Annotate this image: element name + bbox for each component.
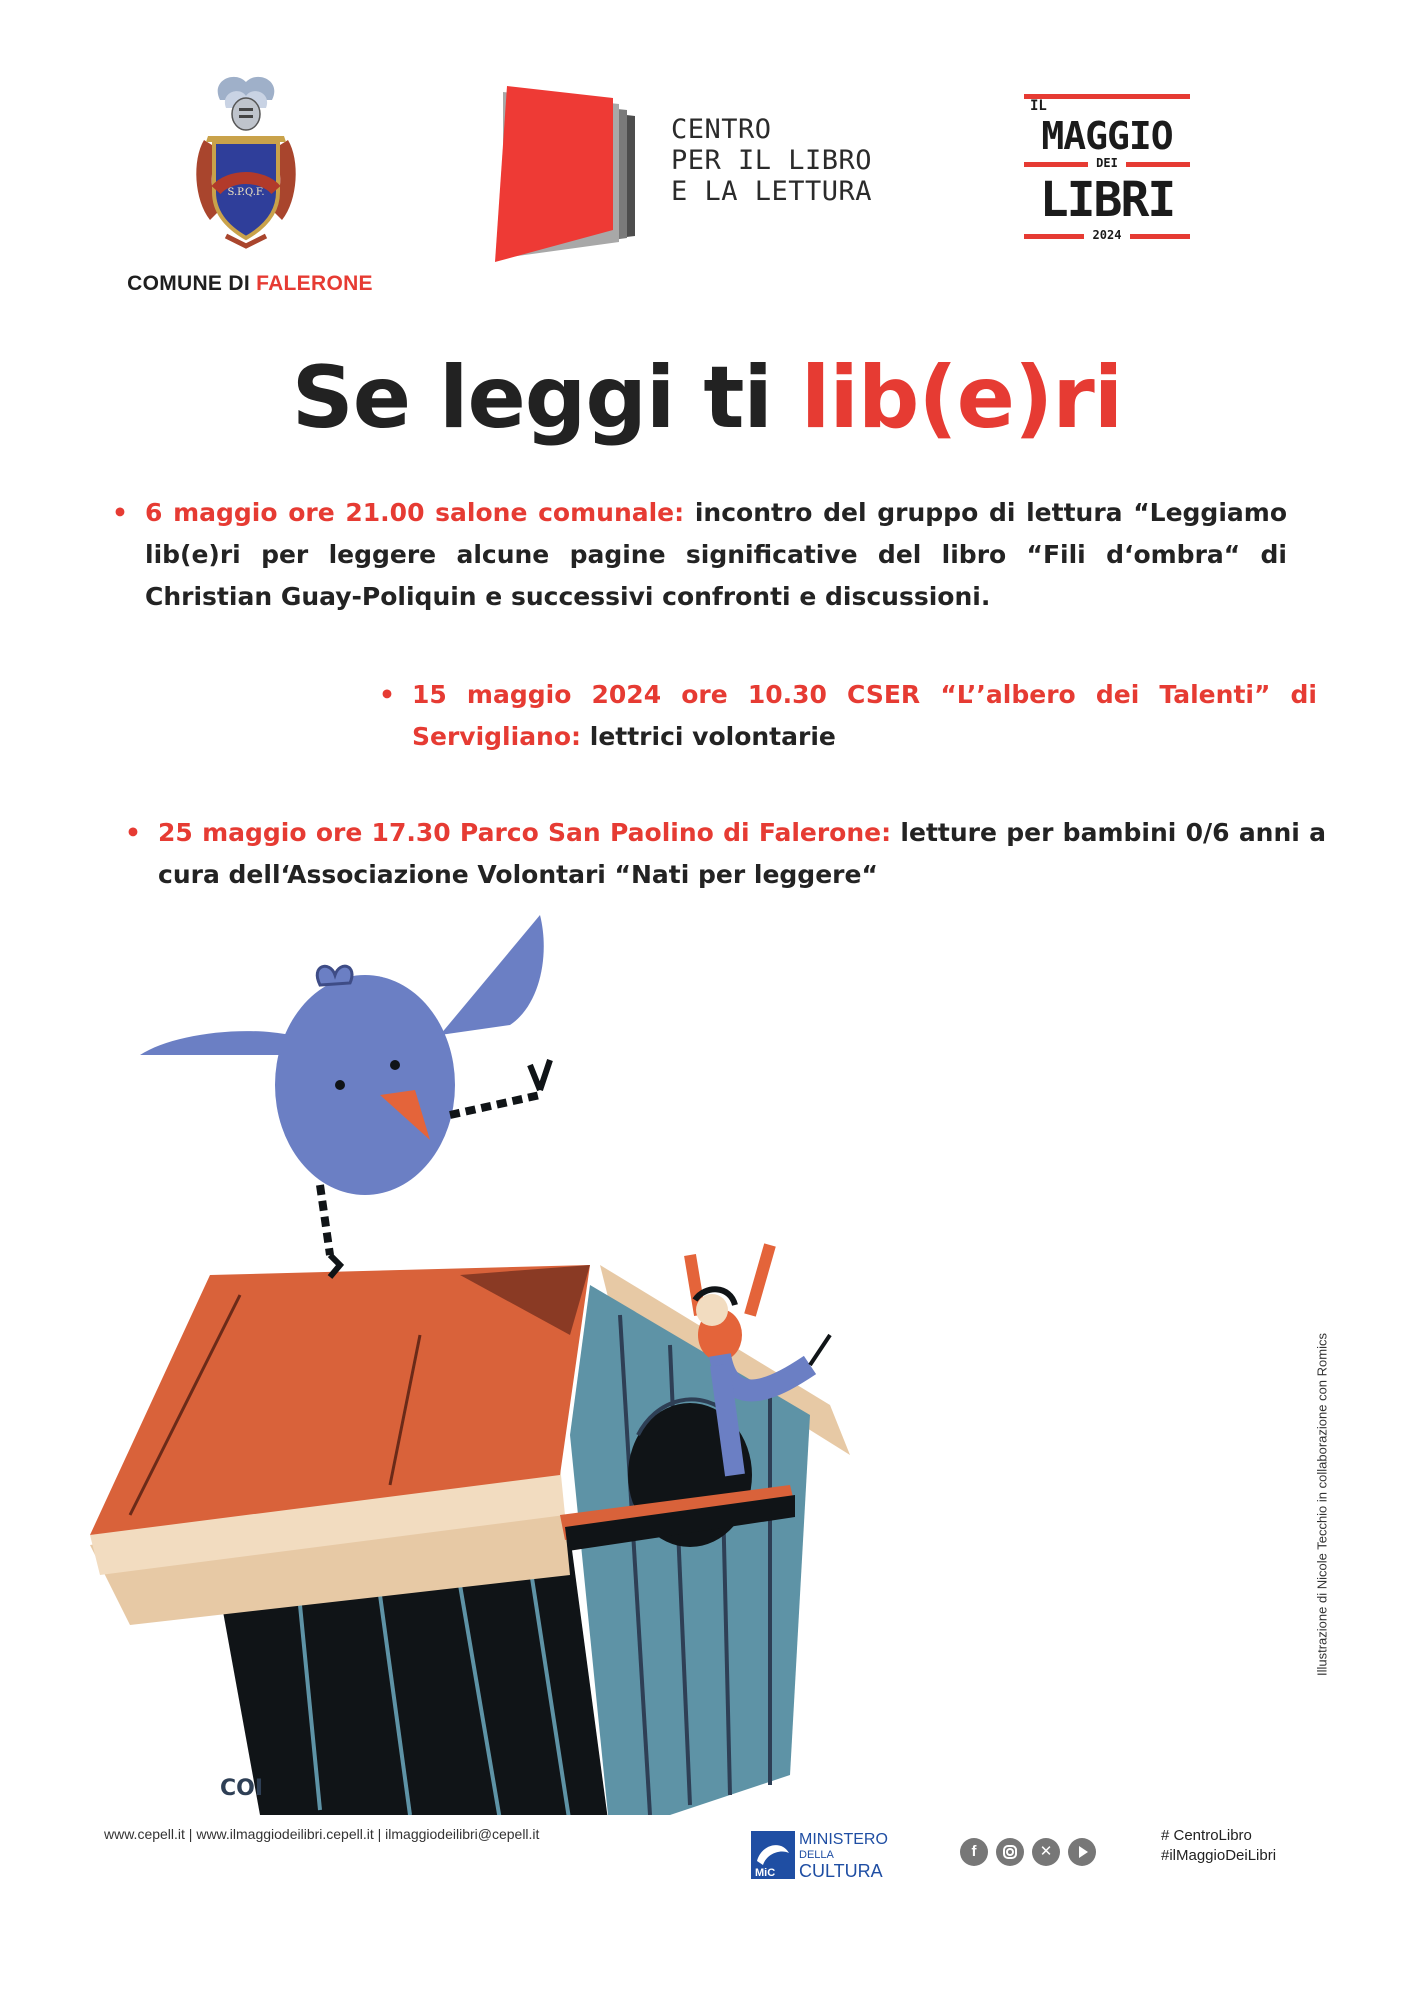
comune-town: FALERONE [256, 272, 373, 295]
x-icon[interactable]: ✕ [1032, 1838, 1060, 1866]
ministry-line: CULTURA [799, 1861, 883, 1881]
birdhouse-illustration [90, 915, 1050, 1815]
footer-links[interactable]: www.cepell.it | www.ilmaggiodeilibri.cepell.it | ilmaggiodeilibri@cepell.it [104, 1826, 540, 1842]
ministry-logo [751, 1831, 911, 1881]
logo-libri: LIBRI [1039, 172, 1175, 228]
comune-logo [100, 70, 400, 310]
book-pages-icon [495, 86, 645, 262]
illustration-credit [1310, 1285, 1334, 1735]
title-main: Se leggi ti [291, 348, 772, 448]
artist-signature: COI [220, 1776, 264, 1801]
bullet-icon: • [125, 818, 141, 847]
cepell-line: E LA LETTURA [671, 176, 873, 207]
logo-il: IL [1030, 98, 1047, 114]
logo-year: 2024 [1092, 228, 1122, 242]
maggio-dei-libri-logo [1024, 94, 1190, 248]
event-item [125, 812, 1327, 896]
svg-text:S.P.Q.F.: S.P.Q.F. [227, 187, 265, 198]
cepell-wordmark [671, 114, 872, 207]
event-text: letture per bambini 0/6 anni a cura dell‘Associazione Volontari “Nati per leggere“ [158, 818, 1327, 889]
coat-of-arms-icon [190, 70, 302, 250]
youtube-icon[interactable] [1068, 1838, 1096, 1866]
logo-dei: DEI [1096, 156, 1118, 170]
cepell-line: PER IL LIBRO [671, 145, 873, 176]
page-title [0, 348, 1414, 448]
event-text: lettrici volontarie [589, 722, 836, 751]
event-lead: 15 maggio 2024 ore 10.30 CSER “L’’albero dei Talenti” di Servigliano: [412, 680, 1317, 751]
event-lead: 25 maggio ore 17.30 Parco San Paolino di Falerone: [158, 818, 892, 847]
cepell-logo [495, 86, 945, 262]
bullet-icon: • [112, 498, 128, 527]
event-item [379, 674, 1317, 758]
cepell-line: CENTRO [671, 114, 772, 145]
svg-text:MiC: MiC [755, 1867, 776, 1879]
ministry-line: DELLA [799, 1849, 834, 1861]
title-accent: lib(e)ri [800, 348, 1123, 448]
bullet-icon: • [379, 680, 395, 709]
event-item [112, 492, 1287, 618]
event-text: incontro del gruppo di lettura “Leggiamo lib(e)ri per leggere alcune pagine significative del libro “Fili d‘ombra“ di Christian Guay-Poliquin e successivi confronti e discussioni. [145, 498, 1287, 611]
comune-prefix: COMUNE DI [127, 272, 250, 295]
mic-icon [751, 1831, 795, 1879]
hashtag: # CentroLibro [1161, 1827, 1252, 1844]
facebook-icon[interactable]: f [960, 1838, 988, 1866]
hashtag: #ilMaggioDeiLibri [1161, 1847, 1277, 1864]
logo-maggio: MAGGIO [1041, 114, 1173, 158]
hashtags [1161, 1826, 1276, 1866]
ministry-line: MINISTERO [799, 1831, 888, 1848]
comune-name [100, 272, 400, 296]
instagram-icon[interactable] [996, 1838, 1024, 1866]
event-lead: 6 maggio ore 21.00 salone comunale: [145, 498, 685, 527]
social-links [960, 1838, 1100, 1868]
credit-text: Illustrazione di Nicole Tecchio in collaborazione con Romics [1314, 1333, 1330, 1676]
